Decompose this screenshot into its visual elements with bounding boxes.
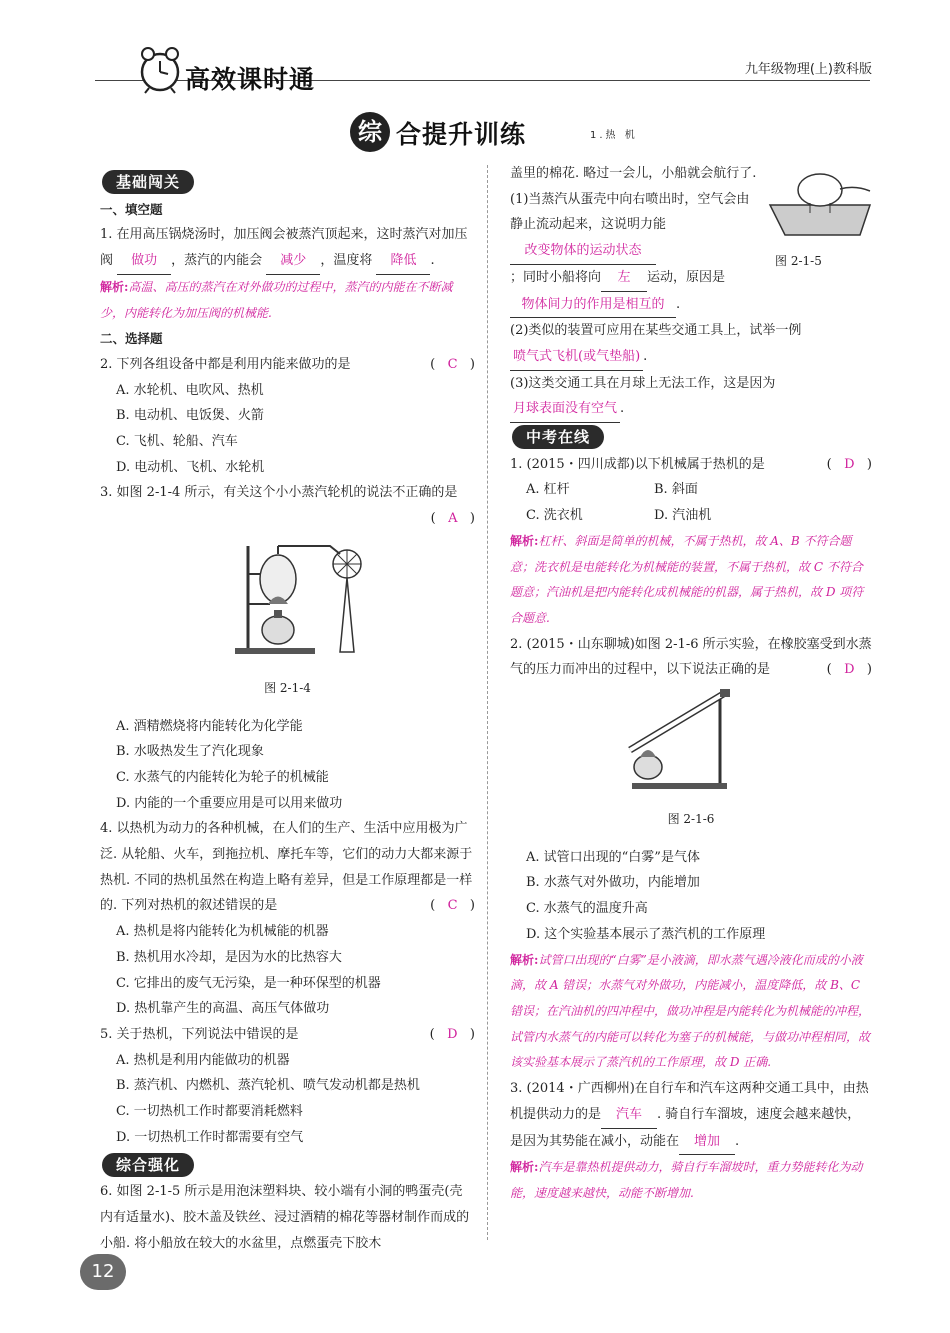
title-first-char: 综 [350, 112, 390, 152]
fig-2-1-4-caption: 图 2-1-4 [264, 680, 311, 695]
z2: 2. (2015・山东聊城)如图 2-1-6 所示实验，在橡胶塞受到水蒸气的压力而冲出的过程中，以下说法正确的是 ( D ) [510, 636, 872, 678]
q6-part-1-cont: ；同时小船将向 左 运动，原因是物体间力的作用是相互的 . [510, 265, 872, 318]
test-tube-figure [510, 685, 872, 795]
q5: 5. 关于热机，下列说法中错误的是 ( D ) [100, 1026, 475, 1042]
q2-opt-a: A. 水轮机、电吹风、热机 [116, 382, 264, 398]
z1-opts-row-2: C. 洗衣机 D. 汽油机 [526, 508, 712, 524]
section-choice: 二、选择题 [100, 331, 163, 347]
q5-opt-d: D. 一切热机工作时都需要有空气 [116, 1129, 304, 1145]
fig-2-1-6-caption: 图 2-1-6 [667, 812, 715, 827]
steam-turbine-figure [100, 534, 475, 664]
z1-explanation: 解析:杠杆、斜面是简单的机械，不属于热机，故 A、B 不符合题意；洗衣机是电能转化为机械能的装置，不属于热机，故 C 不符合题意；汽油机是把内能转化成机械能的机器，属于热机，故 D 项符合题意. [510, 533, 864, 625]
title-subtitle: 1.热 机 [590, 130, 638, 141]
q4-opt-b: B. 热机用水冷却，是因为水的比热容大 [116, 949, 342, 965]
title-rest: 合提升训练 [396, 120, 527, 149]
q1-blank-3: 降低 [376, 248, 430, 275]
z2-opt-a: A. 试管口出现的“白雾”是气体 [526, 849, 700, 865]
grade-label: 九年级物理(上)教科版 [744, 62, 872, 77]
badge-basic: 基础闯关 [102, 170, 194, 194]
z2-opt-d: D. 这个实验基本展示了蒸汽机的工作原理 [526, 926, 766, 942]
z2-opt-c: C. 水蒸气的温度升高 [526, 901, 648, 917]
q5-opt-c: C. 一切热机工作时都要消耗燃料 [116, 1104, 303, 1120]
z2-opt-b: B. 水蒸气对外做功，内能增加 [526, 875, 700, 891]
alarm-clock-icon [135, 44, 185, 94]
q3-opt-d: D. 内能的一个重要应用是可以用来做功 [116, 795, 343, 811]
section-fill-blank: 一、填空题 [100, 201, 163, 217]
q6-2-blank: 喷气式飞机(或气垫船) [510, 344, 643, 371]
q2: 2. 下列各组设备中都是利用内能来做功的是 ( C ) [100, 356, 475, 372]
q5-opt-b: B. 蒸汽机、内燃机、蒸汽轮机、喷气发动机都是热机 [116, 1078, 420, 1094]
q3-opt-b: B. 水吸热发生了汽化现象 [116, 744, 264, 760]
boat-figure [765, 165, 880, 250]
z3: 3. (2014・广西柳州)在自行车和汽车这两种交通工具中，由热机提供动力的是 汽车 . 骑自行车溜坡，速度会越来越快，是因为其势能在减小，动能在 增加 . [510, 1076, 872, 1155]
q3-opt-c: C. 水蒸气的内能转化为轮子的机械能 [116, 769, 329, 785]
z1: 1. (2015・四川成都)以下机械属于热机的是 ( D ) [510, 456, 872, 472]
q3-opt-a: A. 酒精燃烧将内能转化为化学能 [116, 718, 303, 734]
page-number: 12 [80, 1254, 126, 1290]
figure-2-1-6 [510, 685, 872, 795]
badge-exam: 中考在线 [512, 425, 604, 449]
q1: 1. 在用高压锅烧汤时，加压阀会被蒸汽顶起来，这时蒸汽对加压阀 做功 ，蒸汽的内能会 减少 ，温度将 降低 . [100, 222, 475, 274]
fig-2-1-5-caption: 图 2-1-5 [775, 254, 822, 268]
q6-1-blank-3: 物体间力的作用是相互的 [510, 292, 676, 319]
column-divider [487, 165, 488, 1240]
brand-title: 高效课时通 [185, 65, 316, 94]
q3-answer: A [448, 511, 458, 527]
q6-part-2: (2)类似的装置可应用在某些交通工具上，试举一例喷气式飞机(或气垫船) . [510, 318, 872, 370]
q5-opt-a: A. 热机是利用内能做功的机器 [116, 1052, 290, 1068]
q6: 6. 如图 2-1-5 所示是用泡沫塑料块、较小端有小洞的鸭蛋壳(壳内有适量水)、胶木盖及铁丝、浸过酒精的棉花等器材制作而成的小船. 将小船放在较大的水盆里，点燃蛋壳下胶木 [100, 1184, 470, 1251]
left-column: 基础闯关 一、填空题 1. 在用高压锅烧汤时，加压阀会被蒸汽顶起来，这时蒸汽对加压阀 做功 ，蒸汽的内能会 减少 ，温度将 降低 . 解析:高温、高压的蒸汽在对外做功的过程中，蒸汽的内能在不断减少，内能转化为加压阀的机械能. 二、选择题 2. 下列各组设备中都是利用内能来做功的是 ( C ) A. 水轮机、电吹风、热机 B. 电动机、电饭煲、火箭 C. 飞机、轮船、汽车 D. 电动机、飞机、水轮机 3. 如图 2-1-4 所示，有关这个小小蒸汽轮机的说法不正确的是 ( A ) 图 2-1-4 A. 酒精燃烧将内能转化为化学能 B. 水吸热发生了汽化现象 C. 水蒸气的内能转化为轮子的机械能 D. 内能的一个重要应用是可以用来做功 4. 以热机为动力的各种机械，在人们的生产、生活中应用极为广泛. 从轮船、火车，到拖拉机、摩托车等，它们的动力大都来源于热机. 不同的热机虽然在构造上略有差异，但是工作原理都是一样的. 下列对热机的叙述错误的是 ( C ) A. 热机是将内能转化为机械能的机器 B. 热机用水冷却，是因为水的比热容大 C. 它排出的废气无污染，是一种环保型的机器 D. 热机靠产生的高温、高压气体做功 5. 关于热机，下列说法中错误的是 ( D ) A. 热机是利用内能做功的机器 B. 蒸汽机、内燃机、蒸汽轮机、喷气发动机都是热机 C. 一切热机工作时都要消耗燃料 D. 一切热机工作时都需要有空气 综合强化 6. 如图 2-1-5 所示是用泡沫塑料块、较小端有小洞的鸭蛋壳(壳内有适量水)、胶木盖及铁丝、浸过酒精的棉花等器材制作而成的小船. 将小船放在较大的水盆里，点燃蛋壳下胶木 [100, 168, 475, 1256]
z3-blank-1: 汽车 [601, 1102, 657, 1129]
q4-opt-c: C. 它排出的废气无污染，是一种环保型的机器 [116, 975, 381, 991]
q3: 3. 如图 2-1-4 所示，有关这个小小蒸汽轮机的说法不正确的是 [100, 485, 458, 501]
q4-opt-d: D. 热机靠产生的高温、高压气体做功 [116, 1001, 330, 1017]
badge-comprehensive: 综合强化 [102, 1153, 194, 1177]
q4-opt-a: A. 热机是将内能转化为机械能的机器 [116, 924, 329, 940]
q6-1-blank-1: 改变物体的运动状态 [510, 238, 656, 265]
q1-blank-1: 做功 [117, 248, 171, 275]
figure-2-1-4 [100, 534, 475, 664]
q6-1-blank-2: 左 [601, 265, 647, 292]
section-title [350, 112, 650, 152]
z3-explanation: 解析:汽车是靠热机提供动力，骑自行车溜坡时，重力势能转化为动能，速度越来越快，动能不断增加. [510, 1160, 863, 1200]
q6-part-1: (1)当蒸汽从蛋壳中向右喷出时，空气会由静止流动起来，这说明力能改变物体的运动状态 [510, 187, 760, 265]
q2-opt-b: B. 电动机、电饭煲、火箭 [116, 408, 264, 424]
z1-opts-row-1: A. 杠杆 B. 斜面 [526, 482, 698, 498]
right-column [510, 161, 872, 1207]
q6-continued: 盖里的棉花. 略过一会儿，小船就会航行了. [510, 166, 757, 181]
q6-3-blank: 月球表面没有空气 [510, 396, 620, 423]
q1-explanation: 解析:高温、高压的蒸汽在对外做功的过程中，蒸汽的内能在不断减少，内能转化为加压阀的机械能. [100, 279, 453, 320]
q2-opt-c: C. 飞机、轮船、汽车 [116, 434, 238, 450]
z3-blank-2: 增加 [679, 1129, 735, 1156]
q1-blank-2: 减少 [266, 248, 320, 275]
q4: 4. 以热机为动力的各种机械，在人们的生产、生活中应用极为广泛. 从轮船、火车，到拖拉机、摩托车等，它们的动力大都来源于热机. 不同的热机虽然在构造上略有差异，但是工作原理都是一样的. 下列对热机的叙述错误的是 ( C ) [100, 821, 475, 914]
q6-part-3: (3)这类交通工具在月球上无法工作，这是因为月球表面没有空气 . [510, 371, 872, 423]
q2-opt-d: D. 电动机、飞机、水轮机 [116, 459, 265, 475]
z2-explanation: 解析:试管口出现的“白雾”是小液滴，即水蒸气遇冷液化而成的小液滴，故 A 错误；水蒸气对外做功，内能减小，温度降低，故 B、C 错误；在汽油机的四冲程中，做功冲程是内能转化为机械能的冲程，试管内水蒸气的内能可以转化为塞子的机械能，与做功冲程相同，故该实验基本展示了蒸汽机的工作原理，故 D 正确. [510, 952, 871, 1070]
